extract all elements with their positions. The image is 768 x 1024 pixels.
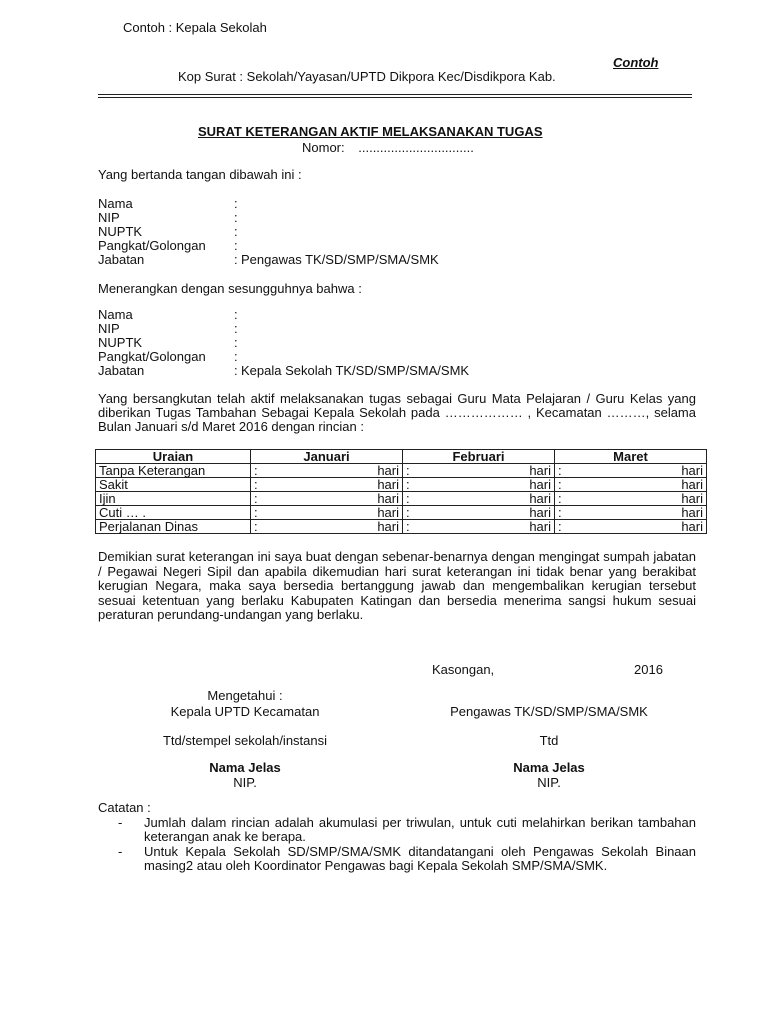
subject-nip-colon: :	[234, 321, 238, 336]
note-item	[118, 845, 696, 873]
cell-colon: :	[254, 491, 258, 506]
column-header: Januari	[251, 450, 403, 464]
cell-unit: hari	[529, 463, 551, 478]
notes-title: Catatan :	[98, 800, 151, 815]
cell-colon: :	[406, 505, 410, 520]
subject-name-colon: :	[234, 307, 238, 322]
table-row	[96, 492, 707, 506]
subject-name-label: Nama	[98, 307, 133, 322]
table-row	[96, 464, 707, 478]
subject-intro: Menerangkan dengan sesungguhnya bahwa :	[98, 281, 362, 296]
cell-unit: hari	[377, 477, 399, 492]
table-cell	[251, 492, 403, 506]
signer-rank-colon: :	[234, 238, 238, 253]
cell-colon: :	[406, 491, 410, 506]
table-cell	[555, 464, 707, 478]
cell-colon: :	[254, 519, 258, 534]
signer-nuptk-colon: :	[234, 224, 238, 239]
cell-unit: hari	[681, 491, 703, 506]
table-row	[96, 506, 707, 520]
page-title: SURAT KETERANGAN AKTIF MELAKSANAKAN TUGAS	[198, 124, 543, 139]
cell-unit: hari	[377, 463, 399, 478]
signer-nip-colon: :	[234, 210, 238, 225]
table-header-row	[96, 450, 707, 464]
left-signer-nip: NIP.	[233, 775, 257, 790]
signer-position-label: Jabatan	[98, 252, 145, 267]
table-cell	[251, 464, 403, 478]
cell-unit: hari	[529, 519, 551, 534]
cell-unit: hari	[377, 519, 399, 534]
cell-colon: :	[254, 505, 258, 520]
row-label: Tanpa Keterangan	[96, 464, 251, 478]
signer-position-value: Pengawas TK/SD/SMP/SMA/SMK	[241, 252, 439, 267]
signer-nuptk-label: NUPTK	[98, 224, 143, 239]
signer-name-label: Nama	[98, 196, 133, 211]
attendance-table	[95, 449, 707, 534]
table-cell	[555, 520, 707, 534]
right-signer-name: Nama Jelas	[513, 760, 585, 775]
subject-nuptk-colon: :	[234, 335, 238, 350]
cell-colon: :	[254, 477, 258, 492]
row-label: Perjalanan Dinas	[96, 520, 251, 534]
signer-name-colon: :	[234, 196, 238, 211]
subject-rank-colon: :	[234, 349, 238, 364]
right-signer-position: Pengawas TK/SD/SMP/SMA/SMK	[450, 704, 648, 719]
letterhead-divider-bottom	[98, 97, 692, 98]
cell-unit: hari	[377, 505, 399, 520]
cell-unit: hari	[529, 491, 551, 506]
corner-example-label: Contoh	[613, 55, 659, 70]
letterhead-divider-top	[98, 94, 692, 95]
right-signer-nip: NIP.	[537, 775, 561, 790]
column-header: Februari	[403, 450, 555, 464]
letterhead: Kop Surat : Sekolah/Yayasan/UPTD Dikpora Kec/Disdikpora Kab.	[178, 69, 556, 84]
cell-unit: hari	[529, 505, 551, 520]
cell-colon: :	[406, 463, 410, 478]
subject-position-value: Kepala Sekolah TK/SD/SMP/SMA/SMK	[241, 363, 470, 378]
left-signer-position: Kepala UPTD Kecamatan	[170, 704, 320, 719]
signing-place: Kasongan,	[432, 662, 495, 677]
left-acknowledged: Mengetahui :	[207, 688, 283, 703]
note-text: Jumlah dalam rincian adalah akumulasi per triwulan, untuk cuti melahirkan berikan tambahan keterangan anak ke berapa.	[144, 815, 696, 844]
letter-number	[302, 140, 474, 156]
note-dash: -	[118, 844, 123, 859]
row-label: Ijin	[96, 492, 251, 506]
cell-unit: hari	[377, 491, 399, 506]
row-label: Cuti … .	[96, 506, 251, 520]
cell-colon: :	[254, 463, 258, 478]
table-row	[96, 520, 707, 534]
signing-year: 2016	[634, 662, 663, 677]
cell-unit: hari	[529, 477, 551, 492]
table-row	[96, 478, 707, 492]
signer-rank-label: Pangkat/Golongan	[98, 238, 206, 253]
subject-position-label: Jabatan	[98, 363, 145, 378]
table-cell	[403, 492, 555, 506]
cell-unit: hari	[681, 477, 703, 492]
letter-number-label: Nomor:	[302, 140, 345, 155]
table-cell	[251, 520, 403, 534]
column-header: Maret	[555, 450, 707, 464]
note-text: Untuk Kepala Sekolah SD/SMP/SMA/SMK ditandatangani oleh Pengawas Sekolah Binaan masing2 atau oleh Koordinator Pengawas bagi Kepala Sekolah SMP/SMA/SMK.	[144, 844, 696, 873]
table-cell	[555, 492, 707, 506]
cell-colon: :	[558, 491, 562, 506]
table-cell	[555, 506, 707, 520]
subject-nip-label: NIP	[98, 321, 120, 336]
signer-nip-label: NIP	[98, 210, 120, 225]
cell-unit: hari	[681, 463, 703, 478]
cell-unit: hari	[681, 519, 703, 534]
column-header: Uraian	[96, 450, 251, 464]
table-cell	[403, 520, 555, 534]
cell-colon: :	[558, 477, 562, 492]
left-stamp-note: Ttd/stempel sekolah/instansi	[162, 733, 328, 748]
cell-unit: hari	[681, 505, 703, 520]
table-cell	[403, 464, 555, 478]
table-cell	[403, 506, 555, 520]
signer-intro: Yang bertanda tangan dibawah ini :	[98, 167, 302, 182]
closing-paragraph: Demikian surat keterangan ini saya buat dengan sebenar-benarnya dengan mengingat sumpah jabatan / Pegawai Negeri Sipil dan apabila dikemudian hari surat keterangan ini tidak benar yang berakibat kerugian Negara, maka saya bersedia bertanggung jawab dan mengembalikan kerugian tersebut sesuai ketentuan yang berlaku Kabupaten Katingan dan bersedia menerima sangsi hukum sesuai peraturan perundang-undangan yang berlaku.	[98, 549, 696, 622]
cell-colon: :	[558, 463, 562, 478]
cell-colon: :	[406, 477, 410, 492]
cell-colon: :	[558, 519, 562, 534]
notes-list	[118, 816, 696, 874]
subject-position-colon: :	[234, 363, 238, 378]
subject-rank-label: Pangkat/Golongan	[98, 349, 206, 364]
signer-position-colon: :	[234, 252, 238, 267]
note-dash: -	[118, 815, 123, 830]
example-label: Contoh : Kepala Sekolah	[123, 20, 267, 35]
table-cell	[251, 478, 403, 492]
cell-colon: :	[406, 519, 410, 534]
subject-nuptk-label: NUPTK	[98, 335, 143, 350]
left-signer-name: Nama Jelas	[209, 760, 281, 775]
cell-colon: :	[558, 505, 562, 520]
letter-number-value: ................................	[358, 140, 474, 155]
statement-paragraph: Yang bersangkutan telah aktif melaksanakan tugas sebagai Guru Mata Pelajaran / Guru Kelas yang diberikan Tugas Tambahan Sebagai Kepala Sekolah pada ……………… , Kecamatan ………, selama Bulan Januari s/d Maret 2016 dengan rincian :	[98, 391, 696, 434]
table-cell	[403, 478, 555, 492]
row-label: Sakit	[96, 478, 251, 492]
table-cell	[251, 506, 403, 520]
note-item	[118, 816, 696, 844]
table-cell	[555, 478, 707, 492]
right-stamp-note: Ttd	[539, 733, 559, 748]
